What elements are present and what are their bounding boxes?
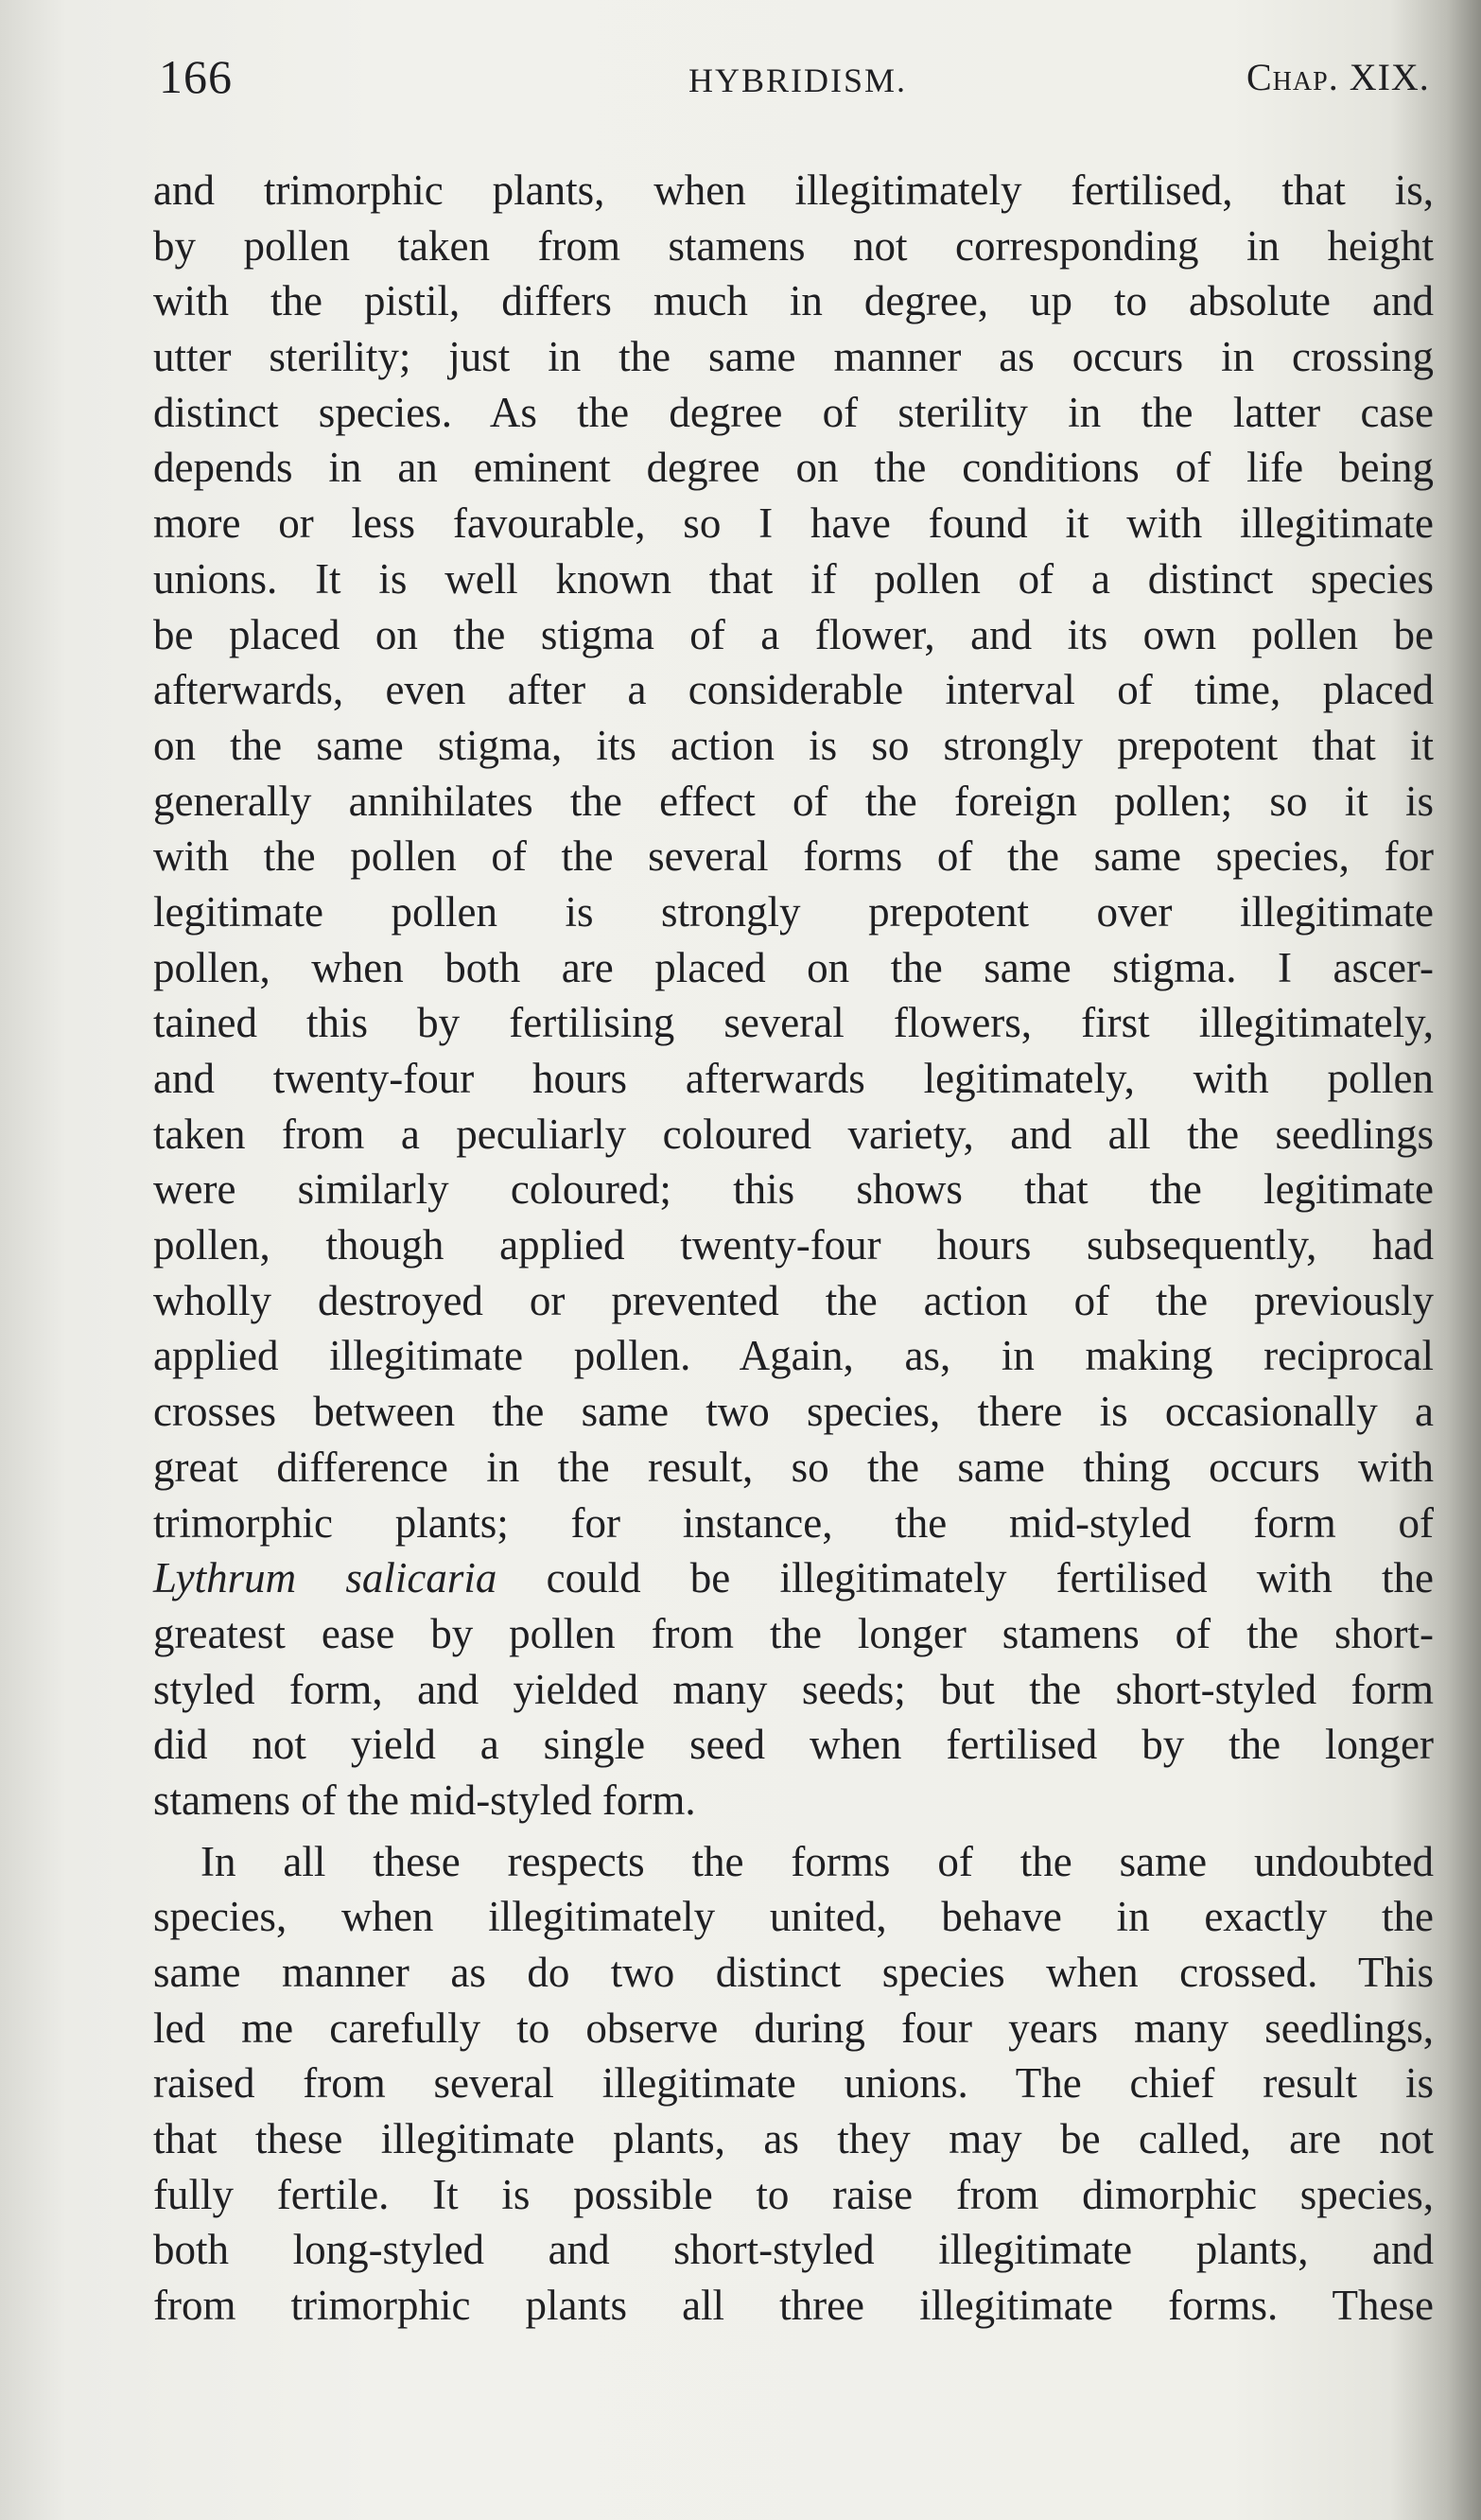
text-line: crosses between the same two species, there is occasionally a: [153, 1388, 1434, 1436]
text-line: led me carefully to observe during four years many seedlings,: [153, 2004, 1434, 2052]
text-line: species, when illegitimately united, behave in exactly the: [153, 1893, 1434, 1941]
text-line: tained this by fertilising several flowers, first illegitimately,: [153, 999, 1434, 1047]
text-line: from trimorphic plants all three illegitimate forms. These: [153, 2282, 1434, 2330]
text-line: both long-styled and short-styled illegitimate plants, and: [153, 2226, 1434, 2274]
text-line: were similarly coloured; this shows that the legitimate: [153, 1165, 1434, 1214]
text-line: more or less favourable, so I have found it with illegitimate: [153, 499, 1434, 548]
text-line: afterwards, even after a considerable interval of time, placed: [153, 666, 1434, 714]
text-line: utter sterility; just in the same manner as occurs in crossing: [153, 333, 1434, 381]
text-line: stamens of the mid-styled form.: [153, 1776, 696, 1824]
species-name: Lythrum salicaria: [153, 1554, 497, 1602]
text-line: and twenty-four hours afterwards legitimately, with pollen: [153, 1055, 1434, 1102]
text-line: by pollen taken from stamens not corresponding in height: [153, 221, 1434, 270]
text-line: trimorphic plants; for instance, the mid-styled form of: [153, 1498, 1434, 1547]
text-line-italic: [153, 1550, 1434, 1606]
text-line: generally annihilates the effect of the foreign pollen; so it is: [153, 777, 1434, 825]
page-number: 166: [159, 50, 233, 103]
text-line: legitimate pollen is strongly prepotent over illegitimate: [153, 887, 1434, 936]
running-title: HYBRIDISM.: [688, 61, 908, 99]
text-line: great difference in the result, so the same thing occurs with: [153, 1443, 1434, 1491]
text-line: greatest ease by pollen from the longer stamens of the short-: [153, 1609, 1434, 1657]
text-line: did not yield a single seed when fertilised by the longer: [153, 1721, 1434, 1769]
text-line: with the pistil, differs much in degree, up to absolute and: [153, 277, 1434, 325]
paragraph-1: [153, 163, 1434, 1829]
text-line: that these illegitimate plants, as they may be called, are not: [153, 2115, 1434, 2163]
chapter-label: Chap. XIX.: [1246, 56, 1430, 98]
text-line: with the pollen of the several forms of the same species, for: [153, 832, 1434, 881]
page-header: [159, 49, 1436, 115]
page-body: [153, 163, 1434, 2334]
text-line: In all these respects the forms of the same undoubted: [200, 1837, 1434, 1885]
text-line: pollen, when both are placed on the same stigma. I ascer-: [153, 943, 1434, 991]
text-line: styled form, and yielded many seeds; but the short-styled form: [153, 1665, 1434, 1713]
text-line: fully fertile. It is possible to raise from dimorphic species,: [153, 2170, 1434, 2218]
text-line: wholly destroyed or prevented the action of the previously: [153, 1276, 1434, 1324]
text-line: unions. It is well known that if pollen of a distinct species: [153, 554, 1434, 603]
paragraph-2: [153, 1834, 1434, 2334]
text-line: be placed on the stigma of a flower, and its own pollen be: [153, 610, 1434, 658]
text-line: applied illegitimate pollen. Again, as, in making reciprocal: [153, 1332, 1434, 1380]
text-line: depends in an eminent degree on the conditions of life being: [153, 444, 1434, 492]
text-line: pollen, though applied twenty-four hours subsequently, had: [153, 1221, 1434, 1269]
text-line: taken from a peculiarly coloured variety, and all the seedlings: [153, 1110, 1434, 1158]
text-line: on the same stigma, its action is so strongly prepotent that it: [153, 721, 1434, 769]
text-line: distinct species. As the degree of sterility in the latter case: [153, 388, 1434, 436]
text-line: raised from several illegitimate unions. The chief result is: [153, 2059, 1434, 2108]
text-line: same manner as do two distinct species when crossed. This: [153, 1949, 1434, 1996]
text-segment: could be illegitimately fertilised with the: [497, 1554, 1434, 1602]
text-line: and trimorphic plants, when illegitimately fertilised, that is,: [153, 166, 1434, 214]
